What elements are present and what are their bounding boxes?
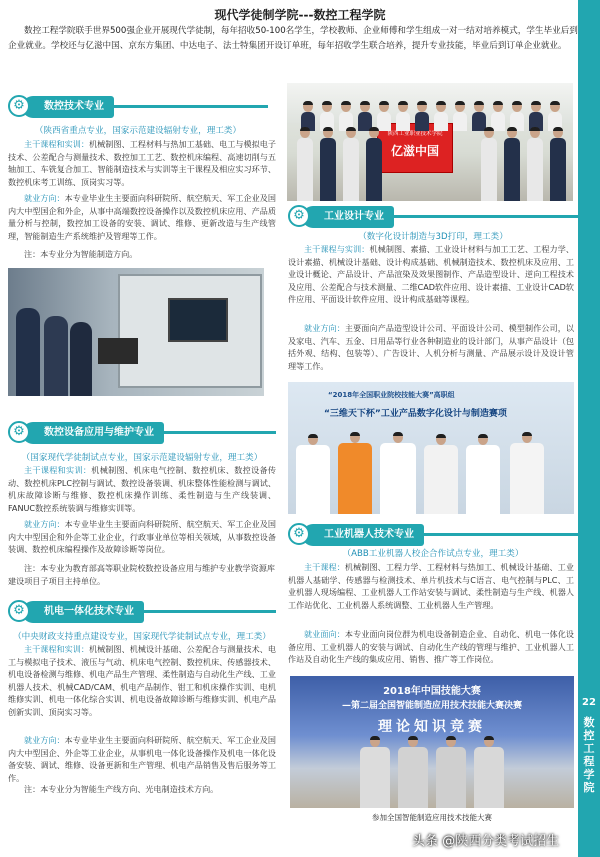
- gear-icon: ⚙: [8, 95, 30, 117]
- gear-icon: ⚙: [8, 600, 30, 622]
- courses-paragraph: 主干课程和实训：机械制图、机床电气控制、数控机床、数控设备传动、数控机床PLC控制与调试、数控设备装调、机床整体性能检测与调试、机床故障诊断与维修、数控机床操作训练、柔性制造与生产线装调、FANUC数控系统装调与维修实训等。: [8, 465, 276, 513]
- watermark: 头条 @陕西分类考试招生: [412, 834, 560, 849]
- section-header-mechatronics: [8, 601, 276, 623]
- contest-stage-photo: 2018年中国技能大赛 —第二届全国智能制造应用技术技能大赛决赛 理论知识竞赛: [290, 676, 574, 808]
- person-figure: [320, 127, 336, 201]
- section-title: 工业设计专业: [302, 206, 394, 228]
- jobs-paragraph: 就业方向：本专业毕业生主要面向科研院所、航空航天、军工企业及国内大中型国企和外企等工业企业，行政事业单位等相关领域，从事数控设备装调、数控机床编程操作及故障诊断等岗位。: [8, 519, 276, 555]
- side-college-name: 数 控 工 程 学 院: [583, 716, 595, 794]
- person-figure: [436, 736, 466, 808]
- jobs-paragraph: 就业面向：本专业面向岗位群为机电设备制造企业、自动化、机电一体化设备应用、工业机器人的安装与调试、自动化生产线的管理与维护、工业机器人工作站及自动化生产线的集成应用、销售、推广等工作岗位。: [288, 629, 574, 665]
- section-note: 注：本专业分为智能制造方向。: [24, 249, 138, 259]
- person-figure: [398, 736, 428, 808]
- person-figure: [474, 736, 504, 808]
- section-title: 机电一体化技术专业: [22, 601, 144, 623]
- person-figure: [366, 127, 382, 201]
- section-title: 工业机器人技术专业: [302, 524, 424, 546]
- section-subtitle: （国家现代学徒制试点专业，国家示范建设辐射专业，理工类）: [21, 453, 263, 463]
- person-figure: [343, 127, 359, 201]
- photo-caption: 参加全国智能制造应用技术技能大赛: [372, 813, 492, 822]
- section-header-robotics: [288, 524, 578, 546]
- jobs-paragraph: 就业方向：本专业毕业生主要面向科研院所、航空航天、军工企业及国内大中型国企、外企等工业企业，从事机电一体化设备操作及机电一体化设备安装、调试、维修、设备更新和生产管理、机电产品销售及售后服务等工作。: [8, 735, 276, 783]
- jobs-paragraph: 就业方向：主要面向产品造型设计公司、平面设计公司、模型制作公司，以及家电、汽车、五金、日用品等行业各种制造业的设计部门，从事产品设计（包括外观、结构、包装等）、广告设计、人机分析与测量、产品展示设计及设计管理等工作。: [288, 323, 574, 371]
- section-subtitle: （陕西省重点专业，国家示范建设辐射专业，理工类）: [34, 126, 242, 136]
- person-figure: [434, 101, 448, 131]
- person-figure: [360, 736, 390, 808]
- page-title: 现代学徒制学院---数控工程学院: [214, 8, 386, 22]
- page-number: 22: [582, 697, 596, 708]
- section-header-cnc: [8, 96, 268, 118]
- person-figure: [296, 434, 330, 514]
- gear-icon: ⚙: [288, 523, 310, 545]
- section-header-cnc-maintenance: [8, 422, 276, 444]
- courses-paragraph: 主干课程：机械制图、工程力学、工程材料与热加工、机械设计基础、工业机器人基础学、传感器与检测技术、单片机技术与C语言、电气控制与PLC、工业机器人现场编程、工业机器人工作站安装与调试、柔性制造与生产线、机器人工作站优化、工业机器人系统调整、工业机器人生产管理。: [288, 562, 574, 610]
- cnc-lab-photo: [8, 268, 264, 396]
- person-figure: [396, 101, 410, 131]
- red-banner: 陕西工业职业技术学院 亿滋中国: [377, 123, 453, 173]
- gear-icon: ⚙: [288, 205, 310, 227]
- person-figure: [453, 101, 467, 131]
- person-figure: [504, 127, 520, 201]
- section-subtitle: （中央财政支持重点建设专业，国家现代学徒制试点专业，理工类）: [13, 632, 271, 642]
- person-figure: [527, 127, 543, 201]
- person-figure: [380, 432, 416, 514]
- section-title: 数控技术专业: [22, 96, 114, 118]
- courses-paragraph: 主干课程与实训：机械制图、素描、工业设计材料与加工工艺、工程力学、设计素描、机械设计基础、设计构成基础、机械制造技术、数控机床及应用、工业设计概论、产品设计、产品渲染及效果图制作、产品造型设计、逆向工程技术及应用、公差配合与技术测量、二维CAD软件应用、设计素描、工业设计CAD软件应用、平面设计软件应用、设计构成基础等课程。: [288, 244, 574, 305]
- courses-paragraph: 主干课程和实训：机械制图、工程材料与热加工基础、电工与模拟电子技术、公差配合与测量技术、数控加工工艺、数控机床编程、高速切削与五轴加工、车铣复合加工、智能制造技术与实训等主干课程及相应实习环节、数控机床考工训练、顶岗实习等。: [8, 139, 276, 187]
- person-figure: [297, 127, 313, 201]
- gear-icon: ⚙: [8, 421, 30, 443]
- jobs-paragraph: 就业方向：本专业毕业生主要面向科研院所、航空航天、军工企业及国内大中型国企和外企，从事中高端数控设备操作以及数控机床应用、产品质量分析与控制，数控加工设备的安装、调试、维修、更新改造与生产线管理，智能制造生产系统维护及管理等工作。: [8, 193, 276, 241]
- person-figure: [466, 434, 500, 514]
- section-header-industrial-design: [288, 206, 578, 228]
- section-note: 注：本专业为教育部高等职业院校数控设备应用与维护专业教学资源库建设项目子项目主持单位。: [8, 563, 275, 586]
- person-figure: [415, 101, 429, 131]
- section-title: 数控设备应用与维护专业: [22, 422, 164, 444]
- section-note: 注：本专业分为智能生产线方向、光电制造技术方向。: [24, 784, 219, 794]
- section-subtitle: （数字化设计制造与3D打印，理工类）: [358, 232, 508, 242]
- section-subtitle: （ABB工业机器人校企合作试点专业，理工类）: [342, 549, 524, 559]
- courses-paragraph: 主干课程和实训：机械制图、机械设计基础、公差配合与测量技术、电工与模拟电子技术、液压与气动、机床电气控制、数控机床、传感器技术、机电设备检测与维修、机电产品生产管理、柔性制造与自动化生产线、工业机器人技术、机械CAD/CAM、机电产品制作、钳工和机床操作实训、电机维修实训、机电一体化综合实训、机电设备故障诊断与维修实训、机电产品创新实训、顶岗实习等。: [8, 644, 276, 717]
- person-figure: [481, 127, 497, 201]
- intro-paragraph: 数控工程学院联手世界500强企业开展现代学徒制，每年招收50-100名学生，学校教师、企业师傅和学生组成一对一结对培养模式，学生毕业后到企业就业。学校还与亿滋中国、京东方集团、中达电子、法士特集团开设订单班，每年招收学生联合培养，提升专业技能，毕业后到订单企业就业。: [8, 26, 578, 51]
- person-figure: [338, 432, 372, 514]
- group-photo-banner: [287, 83, 573, 201]
- person-figure: [550, 127, 566, 201]
- person-figure: [510, 432, 544, 514]
- competition-photo: “2018年全国职业院校技能大赛”高职组 “三维天下杯”工业产品数字化设计与制造赛项: [288, 382, 574, 514]
- person-figure: [424, 434, 458, 514]
